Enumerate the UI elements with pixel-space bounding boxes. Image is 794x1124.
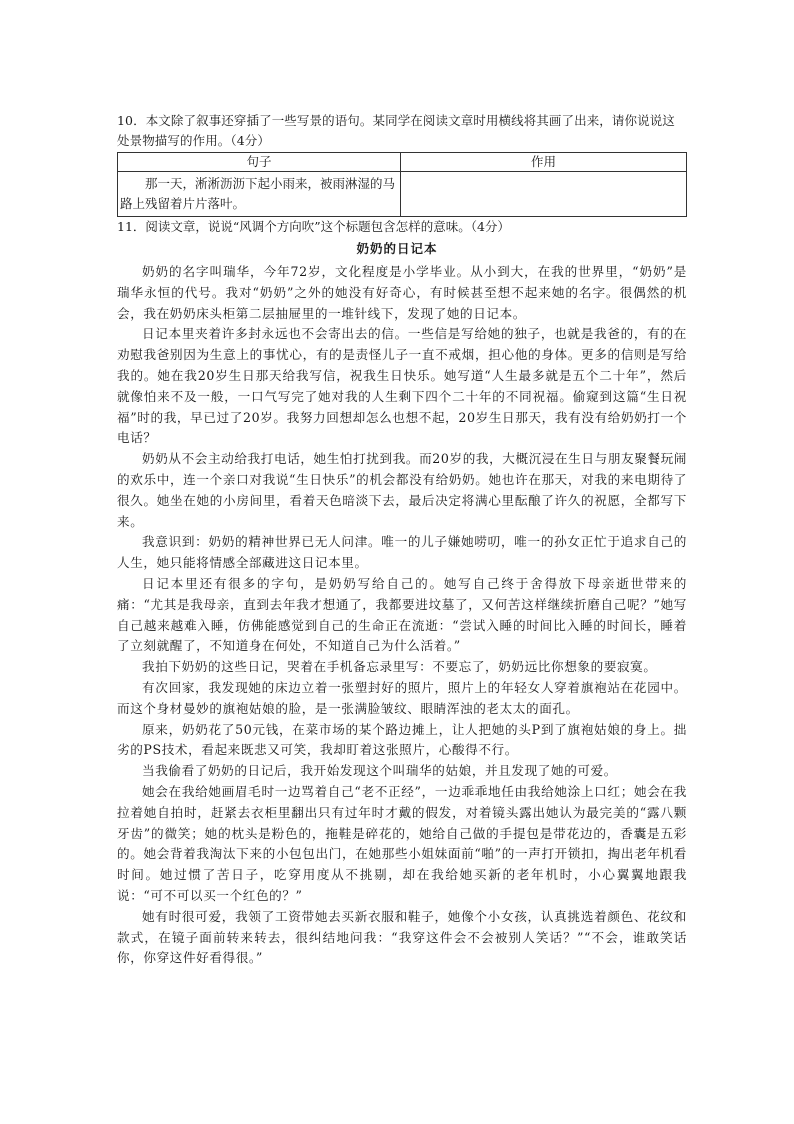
article-paragraph: 原来，奶奶花了50元钱，在菜市场的某个路边摊上，让人把她的头P到了旗袍姑娘的身上。拙劣的PS技术，看起来既悲又可笑，我却盯着这张照片，心酸得不行。 [117, 721, 687, 758]
article-paragraph: 奶奶从不会主动给我打电话，她生怕打扰到我。而20岁的我，大概沉浸在生日与朋友聚餐玩闹的欢乐中，连一个亲口对我说“生日快乐”的机会都没有给奶奶。她也许在那天，对我的来电期待了很久。她坐在她的小房间里，看着天色暗淡下去，最后决定将满心里酝酿了许久的祝愿，全都写下来。 [117, 451, 687, 529]
question-10-prompt: 10．本文除了叙事还穿插了一些写景的语句。某同学在阅读文章时用横线将其画了出来，请你说说这处景物描写的作用。（4分） [117, 113, 675, 148]
article-title: 奶奶的日记本 [356, 241, 438, 256]
article-paragraph: 我拍下奶奶的这些日记，哭着在手机备忘录里写：不要忘了，奶奶远比你想象的要寂寞。 [142, 659, 657, 675]
answer-table-header-row [118, 153, 687, 172]
article-paragraph: 当我偷看了奶奶的日记后，我开始发现这个叫瑞华的姑娘，并且发现了她的可爱。 [142, 763, 617, 779]
article-paragraph: 她会在我给她画眉毛时一边骂着自己“老不正经”，一边乖乖地任由我给她涂上口红；她会在我拉着她自拍时，赶紧去衣柜里翻出只有过年时才戴的假发，对着镜头露出她认为最完美的“露八颗牙齿”的微笑；她的枕头是粉色的，拖鞋是碎花的，她给自己做的手提包是带花边的，香囊是五彩的。她会背着我淘汰下来的小包包出门，在她那些小姐妹面前“啪”的一声打开锁扣，掏出老年机看时间。她过惯了苦日子，吃穿用度从不挑剔，却在我给她买新的老年机时，小心翼翼地跟我说：“可不可以买一个红色的？” [117, 783, 687, 903]
answer-table [117, 152, 687, 217]
article-paragraph: 有次回家，我发现她的床边立着一张塑封好的照片，照片上的年轻女人穿着旗袍站在花园中。而这个身材曼妙的旗袍姑娘的脸，是一张满脸皱纹、眼睛浑浊的老太太的面孔。 [117, 679, 687, 716]
article-paragraph: 我意识到：奶奶的精神世界已无人问津。唯一的儿子嫌她唠叨，唯一的孙女正忙于追求自己的人生，她只能将情感全部藏进这日记本里。 [117, 534, 687, 571]
sentence-cell: 那一天，淅淅沥沥下起小雨来，被雨淋湿的马路上残留着片片落叶。 [118, 172, 401, 217]
article-body [117, 262, 687, 969]
article-paragraph: 日记本里夹着许多封永远也不会寄出去的信。一些信是写给她的独子，也就是我爸的，有的在劝慰我爸别因为生意上的事忧心，有的是责怪儿子一直不戒烟，担心他的身体。更多的信则是写给我的。她在我20岁生日那天给我写信，祝我生日快乐。她写道“人生最多就是五个二十年”，然后就像怕来不及一般，一口气写完了她对我的人生剩下四个二十年的不同祝福。偷窥到这篇“生日祝福”时的我，早已过了20岁。我努力回想却怎么也想不起，20岁生日那天，我有没有给奶奶打一个电话？ [117, 326, 687, 446]
article-paragraph: 奶奶的名字叫瑞华，今年72岁，文化程度是小学毕业。从小到大，在我的世界里，“奶奶”是瑞华永恒的代号。我对“奶奶”之外的她没有好奇心，有时候甚至想不起来她的名字。很偶然的机会，我在奶奶床头柜第二层抽屉里的一堆针线下，发现了她的日记本。 [117, 264, 687, 321]
question-11-prompt: 11．阅读文章，说说“风调个方向吹”这个标题包含怎样的意味。（4分） [117, 219, 510, 234]
article-paragraph: 日记本里还有很多的字句，是奶奶写给自己的。她写自己终于舍得放下母亲逝世带来的痛：“尤其是我母亲，直到去年我才想通了，我都要进坟墓了，又何苦这样继续折磨自己呢？”她写自己越来越难入睡，仿佛能感觉到自己的生命正在流逝：“尝试入睡的时间比入睡的时间长，睡着了立刻就醒了，不知道身在何处，不知道自己为什么活着。” [117, 575, 687, 654]
effect-answer-cell[interactable] [401, 172, 687, 217]
column-header-effect: 作用 [401, 153, 687, 172]
column-header-sentence: 句子 [118, 153, 401, 172]
answer-table-row [118, 172, 687, 217]
article-paragraph: 她有时很可爱，我领了工资带她去买新衣服和鞋子，她像个小女孩，认真挑选着颜色、花纹和款式，在镜子面前转来转去，很纠结地问我：“我穿这件会不会被别人笑话？”“不会，谁敢笑话你，你穿这件好看得很。” [117, 908, 687, 966]
